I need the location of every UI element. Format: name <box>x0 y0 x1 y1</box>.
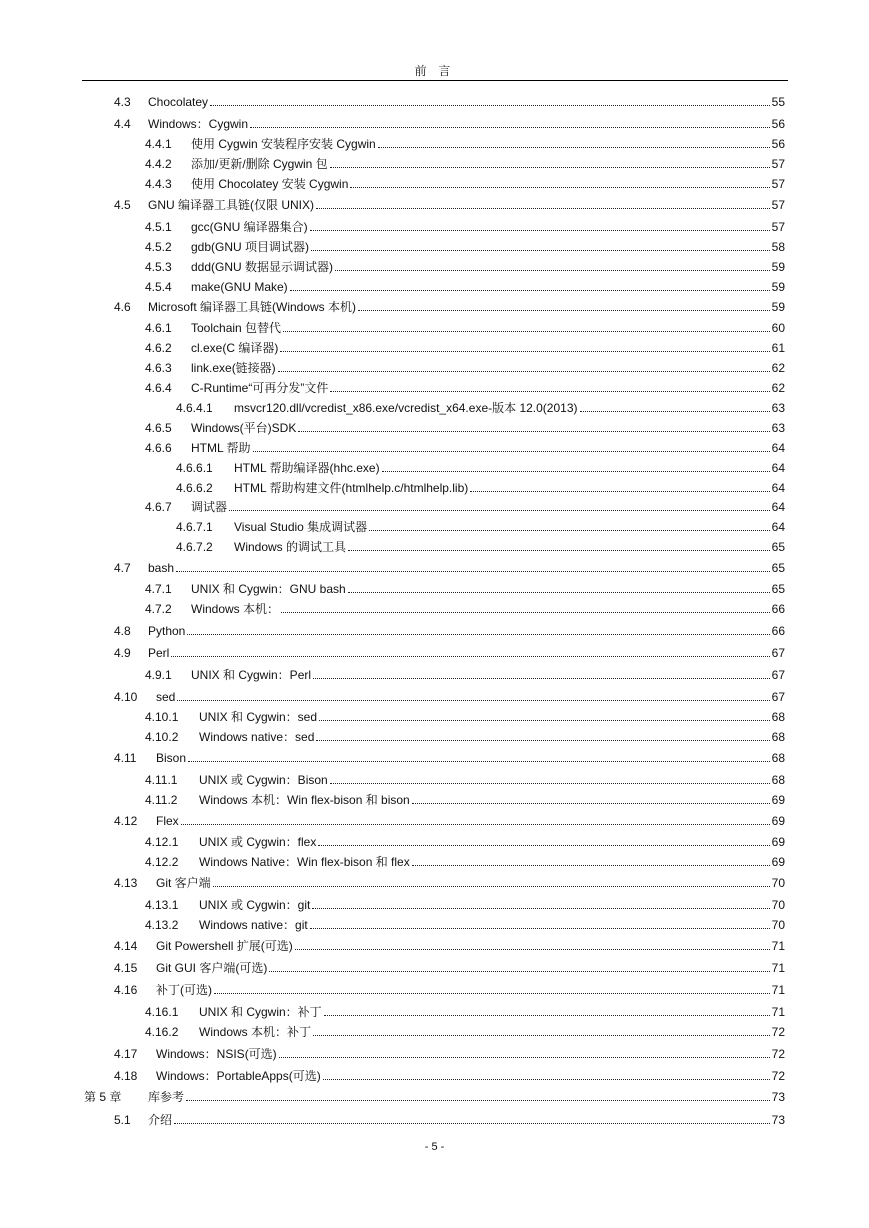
toc-entry[interactable] <box>84 1089 785 1105</box>
toc-entry-page: 64 <box>771 500 785 514</box>
toc-entry-title: Bison <box>156 751 187 765</box>
toc-entry-number: 4.6.4 <box>145 381 172 395</box>
toc-dot-leader <box>177 689 769 701</box>
toc-entry-title: UNIX 和 Cygwin：Perl <box>191 668 312 682</box>
toc-entry-number: 4.4.2 <box>145 157 172 171</box>
toc-dot-leader <box>176 560 770 572</box>
toc-entry-title: UNIX 或 Cygwin：Bison <box>199 773 328 787</box>
toc-entry-page: 68 <box>771 751 785 765</box>
toc-dot-leader <box>250 116 770 128</box>
toc-entry-title: Flex <box>156 814 179 828</box>
toc-entry[interactable] <box>114 750 785 766</box>
toc-entry-page: 69 <box>771 793 785 807</box>
toc-entry-title: 添加/更新/删除 Cygwin 包 <box>191 157 328 171</box>
toc-entry-number: 4.13.1 <box>145 898 179 912</box>
toc-entry[interactable] <box>114 299 785 315</box>
toc-entry-page: 64 <box>771 441 785 455</box>
toc-entry-title: Windows native：git <box>199 918 308 932</box>
toc-dot-leader <box>330 156 770 168</box>
toc-entry-number: 4.10 <box>114 690 138 704</box>
toc-entry[interactable] <box>145 440 785 456</box>
toc-entry-number: 4.10.2 <box>145 730 179 744</box>
toc-entry-page: 72 <box>771 1025 785 1039</box>
toc-entry-page: 71 <box>771 983 785 997</box>
toc-entry-number: 4.9 <box>114 646 131 660</box>
toc-entry-page: 68 <box>771 710 785 724</box>
toc-entry[interactable] <box>176 460 785 476</box>
toc-entry-title: Microsoft 编译器工具链(Windows 本机) <box>148 300 357 314</box>
toc-entry[interactable] <box>114 1046 785 1062</box>
toc-entry-page: 65 <box>771 582 785 596</box>
toc-dot-leader <box>214 982 770 994</box>
toc-entry-title: msvcr120.dll/vcredist_x86.exe/vcredist_x64.exe-版本 12.0(2013) <box>234 401 578 415</box>
toc-entry-number: 4.6.4.1 <box>176 401 213 415</box>
toc-entry[interactable] <box>145 380 785 396</box>
toc-dot-leader <box>330 380 769 392</box>
toc-entry-title: UNIX 或 Cygwin：flex <box>199 835 317 849</box>
toc-entry-number: 4.6 <box>114 300 131 314</box>
toc-entry-number: 4.11.2 <box>145 793 178 807</box>
toc-entry-page: 63 <box>771 401 785 415</box>
toc-entry-page: 56 <box>771 137 785 151</box>
toc-entry-page: 58 <box>771 240 785 254</box>
toc-entry-number: 4.5.1 <box>145 220 172 234</box>
toc-entry[interactable] <box>145 854 785 870</box>
toc-entry-number: 4.6.6.1 <box>176 461 213 475</box>
toc-entry-title: link.exe(链接器) <box>191 361 276 375</box>
toc-entry[interactable] <box>145 360 785 376</box>
toc-entry-number: 4.9.1 <box>145 668 172 682</box>
toc-entry[interactable] <box>145 279 785 295</box>
toc-entry-title: Visual Studio 集成调试器 <box>234 520 368 534</box>
toc-entry[interactable] <box>145 667 785 683</box>
toc-entry[interactable] <box>176 539 785 555</box>
toc-entry-number: 4.5.3 <box>145 260 172 274</box>
toc-entry-number: 4.13.2 <box>145 918 179 932</box>
toc-entry-title: UNIX 或 Cygwin：git <box>199 898 311 912</box>
toc-entry-title: Windows(平台)SDK <box>191 421 297 435</box>
toc-entry-number: 4.6.7 <box>145 500 172 514</box>
toc-entry[interactable] <box>176 519 785 535</box>
toc-dot-leader <box>369 519 769 531</box>
toc-dot-leader <box>253 440 770 452</box>
toc-dot-leader <box>310 917 770 929</box>
toc-entry-page: 71 <box>771 961 785 975</box>
toc-dot-leader <box>319 709 770 721</box>
toc-dot-leader <box>290 279 770 291</box>
toc-dot-leader <box>181 813 770 825</box>
toc-dot-leader <box>312 897 769 909</box>
toc-entry-page: 68 <box>771 773 785 787</box>
toc-entry-number: 4.6.1 <box>145 321 172 335</box>
toc-entry[interactable] <box>114 689 785 705</box>
toc-entry-title: Git Powershell 扩展(可选) <box>156 939 293 953</box>
toc-dot-leader <box>278 360 770 372</box>
toc-entry-number: 4.5.4 <box>145 280 172 294</box>
toc-entry[interactable] <box>114 560 785 576</box>
toc-dot-leader <box>187 623 769 635</box>
page-header-title: 前 言 <box>414 64 455 78</box>
toc-dot-leader <box>412 792 770 804</box>
toc-entry-title: HTML 帮助构建文件(htmlhelp.c/htmlhelp.lib) <box>234 481 469 495</box>
toc-entry-number: 4.16.1 <box>145 1005 179 1019</box>
toc-entry-page: 64 <box>771 461 785 475</box>
toc-entry-number: 4.6.7.1 <box>176 520 213 534</box>
toc-entry-page: 57 <box>771 220 785 234</box>
toc-entry-title: Windows：NSIS(可选) <box>156 1047 277 1061</box>
toc-entry-number: 4.8 <box>114 624 131 638</box>
toc-entry-title: 库参考 <box>148 1090 185 1104</box>
toc-entry[interactable] <box>145 772 785 788</box>
toc-entry-page: 64 <box>771 520 785 534</box>
toc-entry[interactable] <box>114 94 785 110</box>
toc-entry-page: 70 <box>771 898 785 912</box>
toc-dot-leader <box>281 601 770 613</box>
toc-entry-title: Windows 本机：Win flex-bison 和 bison <box>199 793 410 807</box>
toc-entry[interactable] <box>145 156 785 172</box>
toc-entry-number: 4.5 <box>114 198 131 212</box>
toc-entry-title: UNIX 和 Cygwin：sed <box>199 710 318 724</box>
toc-entry-number: 4.3 <box>114 95 131 109</box>
toc-entry-page: 67 <box>771 668 785 682</box>
toc-entry[interactable] <box>114 116 785 132</box>
toc-entry[interactable] <box>145 729 785 745</box>
toc-entry-title: GNU 编译器工具链(仅限 UNIX) <box>148 198 314 212</box>
toc-entry-page: 62 <box>771 381 785 395</box>
toc-entry-title: sed <box>156 690 176 704</box>
toc-entry-title: Git 客户端 <box>156 876 211 890</box>
toc-entry-page: 62 <box>771 361 785 375</box>
toc-entry[interactable] <box>114 197 785 213</box>
toc-entry[interactable] <box>114 982 785 998</box>
toc-dot-leader <box>316 729 769 741</box>
toc-dot-leader <box>269 960 769 972</box>
toc-entry-number: 5.1 <box>114 1113 131 1127</box>
toc-entry-number: 4.12 <box>114 814 138 828</box>
toc-dot-leader <box>229 499 770 511</box>
toc-entry-number: 4.7.2 <box>145 602 172 616</box>
toc-entry[interactable] <box>145 259 785 275</box>
toc-entry-page: 59 <box>771 260 785 274</box>
toc-dot-leader <box>310 219 770 231</box>
toc-entry-page: 73 <box>771 1090 785 1104</box>
toc-entry[interactable] <box>114 938 785 954</box>
toc-entry-number: 4.7.1 <box>145 582 172 596</box>
toc-dot-leader <box>412 854 770 866</box>
toc-entry[interactable] <box>114 1068 785 1084</box>
toc-dot-leader <box>316 197 770 209</box>
toc-entry-title: Git GUI 客户端(可选) <box>156 961 268 975</box>
toc-entry[interactable] <box>114 645 785 661</box>
toc-entry-number: 4.12.2 <box>145 855 179 869</box>
header-divider <box>82 80 788 81</box>
toc-entry-title: 补丁(可选) <box>156 983 212 997</box>
toc-entry-title: bash <box>148 561 175 575</box>
toc-entry-page: 56 <box>771 117 785 131</box>
toc-entry-page: 65 <box>771 561 785 575</box>
toc-entry-number: 4.16 <box>114 983 138 997</box>
toc-entry[interactable] <box>145 897 785 913</box>
toc-entry-number: 4.14 <box>114 939 138 953</box>
toc-entry-title: C-Runtime“可再分发”文件 <box>191 381 329 395</box>
toc-entry-title: HTML 帮助编译器(hhc.exe) <box>234 461 380 475</box>
toc-dot-leader <box>311 239 770 251</box>
toc-entry[interactable] <box>145 917 785 933</box>
toc-dot-leader <box>318 834 769 846</box>
toc-entry[interactable] <box>114 813 785 829</box>
toc-entry-number: 4.4 <box>114 117 131 131</box>
toc-entry[interactable] <box>145 499 785 515</box>
toc-entry-number: 4.6.3 <box>145 361 172 375</box>
toc-entry[interactable] <box>145 320 785 336</box>
toc-entry-page: 59 <box>771 300 785 314</box>
toc-entry-number: 4.17 <box>114 1047 138 1061</box>
toc-entry-title: Windows：PortableApps(可选) <box>156 1069 321 1083</box>
toc-entry-page: 55 <box>771 95 785 109</box>
toc-entry-number: 4.15 <box>114 961 138 975</box>
toc-entry[interactable] <box>176 400 785 416</box>
toc-entry-page: 69 <box>771 855 785 869</box>
toc-entry-title: UNIX 和 Cygwin：补丁 <box>199 1005 322 1019</box>
toc-entry[interactable] <box>114 875 785 891</box>
toc-dot-leader <box>580 400 770 412</box>
toc-entry-number: 4.4.3 <box>145 177 172 191</box>
page-number: - 5 - <box>424 1141 445 1153</box>
toc-entry-page: 61 <box>771 341 785 355</box>
toc-entry-title: Windows native：sed <box>199 730 315 744</box>
toc-entry-title: Python <box>148 624 186 638</box>
toc-entry-page: 65 <box>771 540 785 554</box>
toc-entry-title: 调试器 <box>191 500 228 514</box>
toc-dot-leader <box>358 299 770 311</box>
toc-dot-leader <box>313 1024 770 1036</box>
toc-entry-page: 71 <box>771 1005 785 1019</box>
toc-entry-title: Chocolatey <box>148 95 209 109</box>
toc-entry-page: 57 <box>771 157 785 171</box>
toc-entry-number: 4.11 <box>114 751 137 765</box>
toc-entry-number: 4.7 <box>114 561 131 575</box>
toc-entry-page: 68 <box>771 730 785 744</box>
toc-entry[interactable] <box>114 623 785 639</box>
toc-entry-title: Perl <box>148 646 170 660</box>
toc-entry-number: 4.6.7.2 <box>176 540 213 554</box>
toc-entry-number: 4.6.6.2 <box>176 481 213 495</box>
toc-entry-page: 59 <box>771 280 785 294</box>
toc-dot-leader <box>382 460 770 472</box>
toc-entry-number: 4.4.1 <box>145 137 172 151</box>
toc-dot-leader <box>298 420 769 432</box>
toc-entry[interactable] <box>145 420 785 436</box>
toc-entry-number: 4.6.5 <box>145 421 172 435</box>
toc-entry-page: 70 <box>771 876 785 890</box>
toc-entry-title: gcc(GNU 编译器集合) <box>191 220 308 234</box>
toc-entry-page: 67 <box>771 690 785 704</box>
toc-entry[interactable] <box>145 219 785 235</box>
toc-entry-page: 72 <box>771 1047 785 1061</box>
toc-entry[interactable] <box>145 1024 785 1040</box>
toc-entry-title: 介绍 <box>148 1113 173 1127</box>
toc-entry-page: 67 <box>771 646 785 660</box>
toc-entry[interactable] <box>114 1112 785 1128</box>
toc-entry-title: Windows 的调试工具 <box>234 540 347 554</box>
toc-entry-number: 4.18 <box>114 1069 138 1083</box>
toc-entry-number: 4.6.2 <box>145 341 172 355</box>
toc-entry-title: 使用 Chocolatey 安装 Cygwin <box>191 177 349 191</box>
toc-dot-leader <box>186 1089 770 1101</box>
toc-entry-title: cl.exe(C 编译器) <box>191 341 279 355</box>
toc-entry[interactable] <box>145 581 785 597</box>
toc-dot-leader <box>324 1004 770 1016</box>
toc-entry-number: 4.10.1 <box>145 710 179 724</box>
toc-entry-page: 66 <box>771 602 785 616</box>
toc-entry[interactable] <box>114 960 785 976</box>
toc-entry-number: 4.11.1 <box>145 773 178 787</box>
toc-entry-title: make(GNU Make) <box>191 280 288 294</box>
toc-entry-title: Toolchain 包替代 <box>191 321 282 335</box>
toc-entry-title: Windows 本机： <box>191 602 280 616</box>
toc-dot-leader <box>330 772 770 784</box>
toc-entry-title: gdb(GNU 项目调试器) <box>191 240 310 254</box>
toc-entry[interactable] <box>145 709 785 725</box>
toc-dot-leader <box>348 581 770 593</box>
toc-entry-page: 73 <box>771 1113 785 1127</box>
toc-entry-number: 4.16.2 <box>145 1025 179 1039</box>
toc-entry-page: 57 <box>771 198 785 212</box>
toc-dot-leader <box>295 938 770 950</box>
toc-entry-page: 60 <box>771 321 785 335</box>
toc-entry-page: 71 <box>771 939 785 953</box>
toc-entry[interactable] <box>145 834 785 850</box>
toc-entry[interactable] <box>145 136 785 152</box>
toc-entry-number: 4.6.6 <box>145 441 172 455</box>
toc-dot-leader <box>174 1112 770 1124</box>
toc-entry-page: 64 <box>771 481 785 495</box>
toc-entry-page: 70 <box>771 918 785 932</box>
toc-entry[interactable] <box>145 340 785 356</box>
toc-dot-leader <box>313 667 770 679</box>
toc-entry[interactable] <box>145 1004 785 1020</box>
toc-dot-leader <box>470 480 769 492</box>
toc-entry[interactable] <box>145 176 785 192</box>
toc-dot-leader <box>283 320 770 332</box>
toc-entry[interactable] <box>145 792 785 808</box>
toc-entry-title: Windows：Cygwin <box>148 117 249 131</box>
toc-dot-leader <box>335 259 770 271</box>
toc-entry-number: 4.13 <box>114 876 138 890</box>
toc-dot-leader <box>279 1046 770 1058</box>
toc-dot-leader <box>213 875 770 887</box>
toc-dot-leader <box>210 94 770 106</box>
toc-entry-page: 63 <box>771 421 785 435</box>
toc-entry-page: 66 <box>771 624 785 638</box>
toc-entry[interactable] <box>145 601 785 617</box>
toc-entry-page: 72 <box>771 1069 785 1083</box>
toc-dot-leader <box>280 340 769 352</box>
toc-entry-page: 69 <box>771 835 785 849</box>
toc-dot-leader <box>378 136 770 148</box>
toc-dot-leader <box>171 645 769 657</box>
toc-entry-number: 第 5 章 <box>84 1090 122 1104</box>
toc-entry-page: 57 <box>771 177 785 191</box>
toc-entry-page: 69 <box>771 814 785 828</box>
toc-entry[interactable] <box>176 480 785 496</box>
toc-dot-leader <box>350 176 769 188</box>
toc-entry-title: HTML 帮助 <box>191 441 251 455</box>
toc-entry-title: 使用 Cygwin 安装程序安装 Cygwin <box>191 137 376 151</box>
toc-entry[interactable] <box>145 239 785 255</box>
toc-dot-leader <box>323 1068 770 1080</box>
toc-entry-title: Windows 本机：补丁 <box>199 1025 312 1039</box>
toc-entry-number: 4.12.1 <box>145 835 179 849</box>
toc-entry-title: Windows Native：Win flex-bison 和 flex <box>199 855 410 869</box>
toc-entry-title: UNIX 和 Cygwin：GNU bash <box>191 582 346 596</box>
toc-entry-number: 4.5.2 <box>145 240 172 254</box>
toc-entry-title: ddd(GNU 数据显示调试器) <box>191 260 334 274</box>
toc-dot-leader <box>188 750 770 762</box>
toc-dot-leader <box>348 539 770 551</box>
